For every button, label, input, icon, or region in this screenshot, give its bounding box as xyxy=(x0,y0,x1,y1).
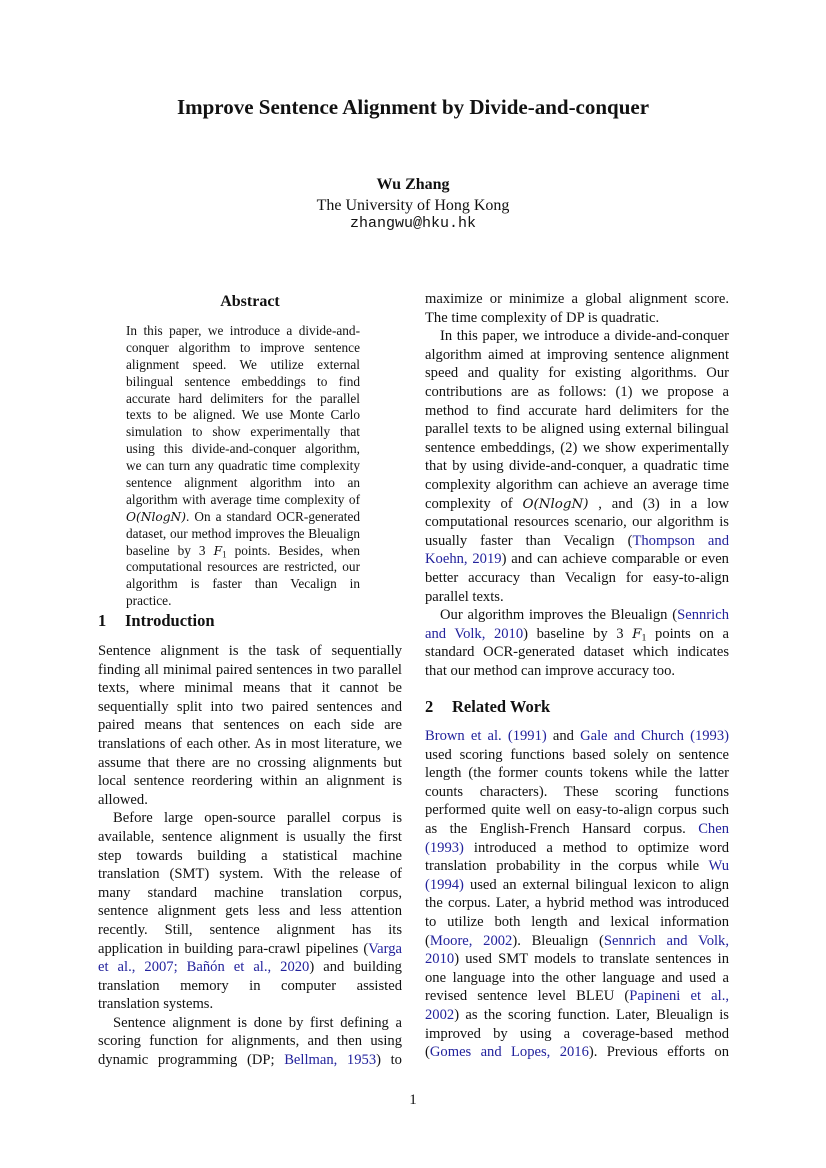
text-line xyxy=(98,847,402,866)
text-line xyxy=(98,754,402,773)
text-run: algorithm aimed at improving sentence alignment xyxy=(425,346,729,363)
citation-link[interactable]: 2010 xyxy=(425,951,455,968)
citation-link[interactable]: Varga xyxy=(368,940,402,957)
text-line xyxy=(98,679,402,698)
text-run: sequentially split into two paired sentences and xyxy=(98,698,402,715)
section-heading-related-work xyxy=(425,697,550,717)
text-run: recently. Still, sentence alignment has its xyxy=(98,921,402,938)
text-line xyxy=(98,642,402,661)
citation-link[interactable]: et al., 2007; Bañón et al., 2020 xyxy=(98,959,310,976)
text-run: to utilize both length and lexical information xyxy=(425,913,729,930)
text-run: conquer algorithm to improve sentence xyxy=(126,339,360,355)
citation-link[interactable]: Thompson and xyxy=(632,532,729,549)
text-run: computational resources are restricted, our xyxy=(126,559,360,575)
text-line xyxy=(98,1014,402,1033)
text-run: many standard machine translation corpus, xyxy=(98,884,402,901)
text-run: using this divide-and-conquer algorithm, xyxy=(126,441,360,457)
text-run: simulation to show experimentally that xyxy=(126,424,360,440)
text-run: step towards building a statistical machine xyxy=(98,847,402,864)
text-line xyxy=(425,588,729,607)
text-line xyxy=(98,772,402,791)
text-run: usually faster than Vecalign ( xyxy=(425,532,633,549)
text-run: as the English-French Hansard corpus. xyxy=(425,820,699,837)
text-run: translation (SMT) system. With the release of xyxy=(98,866,402,883)
section-title: Introduction xyxy=(125,611,215,630)
text-run: Before large open-source parallel corpus is xyxy=(113,810,402,827)
text-run: ( xyxy=(425,932,430,949)
text-line xyxy=(425,457,729,476)
text-line xyxy=(126,424,360,441)
text-line xyxy=(98,661,402,680)
page-number: 1 xyxy=(409,1092,417,1108)
text-run: translation probability in the corpus while xyxy=(425,858,709,875)
text-run: ( xyxy=(425,1044,430,1061)
text-line xyxy=(425,764,729,783)
text-run: translation memory in computer assisted xyxy=(98,977,402,994)
text-run: sentence embeddings, (2) we show experimentally xyxy=(425,439,729,456)
text-line xyxy=(425,402,729,421)
text-line xyxy=(98,977,402,996)
text-line xyxy=(126,407,360,424)
text-run: parallel texts. xyxy=(425,588,504,605)
text-line xyxy=(425,894,729,913)
text-run: The time complexity of DP is quadratic. xyxy=(425,309,660,326)
section-number: 1 xyxy=(98,611,107,630)
text-run: points on a xyxy=(646,625,729,642)
text-run: local sentence reordering within an alignment is xyxy=(98,773,402,790)
math-subscript: 1 xyxy=(641,632,647,644)
text-line xyxy=(126,492,360,509)
text-run: computational resources scenario, our algorithm is xyxy=(425,514,729,531)
text-line xyxy=(425,606,729,625)
text-run: allowed. xyxy=(98,791,148,808)
text-line xyxy=(126,323,360,340)
math-expression: O(NlogN) xyxy=(126,509,187,524)
citation-link[interactable]: Bellman, 1953 xyxy=(284,1052,377,1069)
citation-link[interactable]: Papineni et al., xyxy=(629,988,729,1005)
paragraph xyxy=(126,323,360,609)
text-line xyxy=(425,495,729,514)
text-line xyxy=(425,801,729,820)
citation-link[interactable]: (1993) xyxy=(425,839,464,856)
text-line xyxy=(98,791,402,810)
text-line xyxy=(126,441,360,458)
paragraph xyxy=(98,642,402,809)
text-line xyxy=(425,346,729,365)
introduction-body xyxy=(98,642,402,1070)
text-line xyxy=(126,458,360,475)
text-line xyxy=(425,1006,729,1025)
text-line xyxy=(98,884,402,903)
text-line xyxy=(425,876,729,895)
author-email[interactable]: zhangwu@hku.hk xyxy=(349,215,477,232)
text-line xyxy=(126,374,360,391)
text-line xyxy=(425,625,729,644)
text-line xyxy=(425,364,729,383)
text-run: contributions are as follows: (1) we propose a xyxy=(425,383,729,400)
text-run: dataset, our method improves the Bleualign xyxy=(126,525,360,541)
text-line xyxy=(98,902,402,921)
text-run: used scoring functions based solely on sentence xyxy=(425,746,729,763)
text-run: texts, where minimal means that it cannot be xyxy=(98,680,402,697)
text-run: Our algorithm improves the Bleualign ( xyxy=(440,607,678,624)
text-run: introduced a method to optimize word xyxy=(463,839,729,856)
text-run: algorithm is faster than Vecalign in practice. xyxy=(126,576,360,609)
text-run: scoring function for alignments, and then using xyxy=(98,1033,402,1050)
text-run: ) to xyxy=(376,1052,402,1069)
text-line xyxy=(126,340,360,357)
text-run: baseline by 3 xyxy=(126,542,214,558)
text-line xyxy=(98,698,402,717)
text-line xyxy=(98,865,402,884)
right-column-body xyxy=(425,290,729,680)
text-run: available, sentence alignment is usually the first xyxy=(98,828,402,845)
paragraph xyxy=(425,327,729,606)
text-run: ). Bleualign ( xyxy=(512,932,604,949)
text-run: application in building para-crawl pipelines ( xyxy=(98,940,369,957)
text-line xyxy=(425,820,729,839)
citation-link[interactable]: Sennrich xyxy=(677,607,729,624)
citation-link[interactable]: (1994) xyxy=(425,876,464,893)
text-run: ). Previous efforts on xyxy=(588,1044,729,1061)
text-line xyxy=(425,857,729,876)
text-line xyxy=(425,662,729,681)
text-line xyxy=(98,735,402,754)
text-line xyxy=(126,475,360,492)
text-run: parallel texts to be aligned using external bilingual xyxy=(425,421,729,438)
text-run: , and (3) in a low xyxy=(588,495,729,512)
text-run: better accuracy than Vecalign for easy-to-align xyxy=(425,569,729,586)
abstract-body xyxy=(126,323,360,609)
text-line xyxy=(425,420,729,439)
section-heading-introduction xyxy=(98,611,215,631)
text-line xyxy=(425,327,729,346)
text-line xyxy=(425,439,729,458)
section-title: Related Work xyxy=(452,697,551,716)
text-run: accurate hard delimiters for the parallel xyxy=(126,390,360,406)
text-run: one language into the other language and used a xyxy=(425,969,729,986)
text-line xyxy=(98,1032,402,1051)
text-run: . On a standard OCR-generated xyxy=(186,508,360,524)
paragraph xyxy=(425,290,729,327)
citation-link[interactable]: Moore, 2002 xyxy=(429,932,513,949)
text-line xyxy=(425,569,729,588)
text-run: ) and building xyxy=(309,959,402,976)
text-line xyxy=(126,509,360,526)
math-subscript: 1 xyxy=(222,548,227,559)
abstract-heading: Abstract xyxy=(220,293,280,310)
text-line xyxy=(425,727,729,746)
text-run: ) baseline by 3 xyxy=(523,625,633,642)
text-line xyxy=(126,391,360,408)
math-expression: F xyxy=(632,626,642,642)
text-line xyxy=(425,383,729,402)
text-run: sentence alignment gets less and less attention xyxy=(98,903,402,920)
text-line xyxy=(425,969,729,988)
text-run: algorithm with average time complexity of xyxy=(126,491,360,507)
text-line xyxy=(425,1025,729,1044)
text-run: improved by using a coverage-based method xyxy=(425,1025,729,1042)
math-expression: F xyxy=(213,543,223,558)
text-run: dynamic programming (DP; xyxy=(98,1052,285,1069)
text-line xyxy=(98,809,402,828)
text-line xyxy=(425,532,729,551)
text-line xyxy=(98,921,402,940)
text-run: translations of each other. As in most literature, we xyxy=(98,735,402,752)
text-line xyxy=(425,309,729,328)
text-line xyxy=(126,559,360,576)
text-run: points. Besides, when xyxy=(226,542,360,558)
paragraph xyxy=(98,1014,402,1070)
text-run: speed and quality for existing algorithms. Our xyxy=(425,365,729,382)
text-line xyxy=(425,643,729,662)
section-number: 2 xyxy=(425,697,434,716)
text-line xyxy=(425,290,729,309)
text-run: complexity algorithm can achieve an average time xyxy=(425,476,729,493)
text-line xyxy=(425,839,729,858)
citation-link[interactable]: 2002 xyxy=(425,1006,455,1023)
text-run: assume that there are no crossing alignments but xyxy=(98,754,402,771)
text-run: finding all minimal paired sentences in two parallel xyxy=(98,661,402,678)
related-work-body xyxy=(425,727,729,1062)
text-line xyxy=(425,932,729,951)
text-line xyxy=(425,987,729,1006)
text-line xyxy=(126,576,360,609)
text-run: bilingual sentence embeddings to find xyxy=(126,373,360,389)
text-run: counts characters). These scoring functions xyxy=(425,783,729,800)
paragraph xyxy=(425,606,729,680)
text-line xyxy=(98,716,402,735)
paragraph xyxy=(425,727,729,1062)
citation-link[interactable]: Brown et al. (1991) xyxy=(425,728,547,744)
text-run: Sentence alignment is done by first defining a xyxy=(113,1014,402,1031)
text-line xyxy=(425,746,729,765)
text-run: maximize or minimize a global alignment score. xyxy=(425,291,729,307)
paragraph xyxy=(98,809,402,1014)
text-run: method to find accurate hard delimiters for the xyxy=(425,402,729,419)
paper-title: Improve Sentence Alignment by Divide-and-conquer xyxy=(176,95,650,119)
text-line xyxy=(425,1043,729,1062)
text-run: standard OCR-generated dataset which indicates xyxy=(425,644,729,661)
text-line xyxy=(126,543,360,560)
text-run: ) used SMT models to translate sentences in xyxy=(454,951,729,968)
author-affiliation: The University of Hong Kong xyxy=(316,197,510,214)
text-line xyxy=(126,526,360,543)
text-run: that by using divide-and-conquer, a quadratic time xyxy=(425,458,729,475)
text-run: that our method can improve accuracy too. xyxy=(425,662,676,679)
text-line xyxy=(98,940,402,959)
text-run: ) as the scoring function. Later, Bleualign is xyxy=(454,1006,729,1023)
text-run: translation systems. xyxy=(98,996,214,1013)
text-run: Sentence alignment is the task of sequentially xyxy=(98,643,402,659)
citation-link[interactable]: and Volk, 2010 xyxy=(425,625,524,642)
text-run: sentence alignment algorithm into an xyxy=(126,475,360,491)
text-run: used an external bilingual lexicon to align xyxy=(463,876,729,893)
text-run: In this paper, we introduce a divide-and- xyxy=(126,323,360,338)
text-line xyxy=(425,550,729,569)
citation-link[interactable]: Sennrich and Volk, xyxy=(603,932,729,949)
text-run: performed quite well on easy-to-align corpus such xyxy=(425,802,729,819)
citation-link[interactable]: Gale and Church (1993) xyxy=(580,728,730,744)
text-run: revised sentence level BLEU ( xyxy=(425,988,630,1005)
text-line xyxy=(425,476,729,495)
text-run: alignment speed. We utilize external xyxy=(126,356,360,372)
text-run: ) and can achieve comparable or even xyxy=(501,551,729,568)
text-run: and xyxy=(546,728,581,744)
text-run: complexity of xyxy=(425,495,523,512)
text-line xyxy=(98,828,402,847)
text-line xyxy=(425,913,729,932)
text-line xyxy=(425,513,729,532)
text-line xyxy=(98,1051,402,1070)
citation-link[interactable]: Koehn, 2019 xyxy=(425,551,502,568)
citation-link[interactable]: Chen xyxy=(698,820,729,837)
text-run: texts to be aligned. We use Monte Carlo xyxy=(126,407,360,423)
text-line xyxy=(425,950,729,969)
citation-link[interactable]: Gomes and Lopes, 2016 xyxy=(429,1044,589,1061)
text-line xyxy=(98,995,402,1014)
author-name: Wu Zhang xyxy=(376,176,450,193)
text-line xyxy=(126,357,360,374)
text-run: we can turn any quadratic time complexity xyxy=(126,458,360,474)
citation-link[interactable]: Wu xyxy=(708,858,729,875)
text-line xyxy=(98,958,402,977)
text-run: In this paper, we introduce a divide-and-conquer xyxy=(440,328,729,345)
text-line xyxy=(425,783,729,802)
math-expression: O(NlogN) xyxy=(522,496,589,512)
text-run: length (the former counts tokens while the latter xyxy=(425,765,729,782)
text-run: paired means that sentences on each side are xyxy=(98,717,402,734)
text-run: the corpus. Later, a hybrid method was introduced xyxy=(425,895,729,912)
